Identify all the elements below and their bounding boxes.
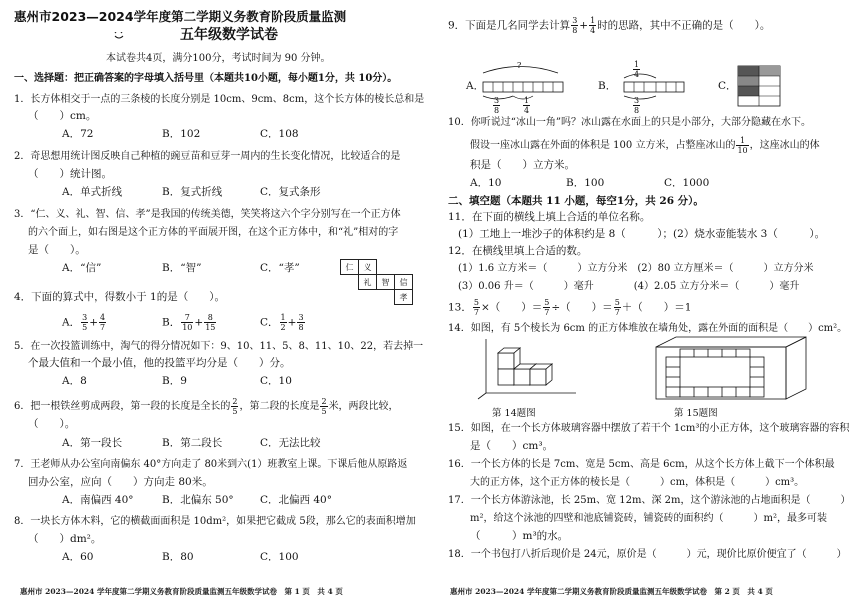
q1-option-a[interactable]: A．72 (62, 128, 94, 140)
option-label: A． (62, 316, 81, 329)
q5-text-2: 个最大值和一个最小值，他的投篮平均分是（ ）分。 (28, 357, 291, 369)
q10-text-1: 10．你听说过“冰山一角”吗？冰山露在水面上的只是小部分，大部分隐藏在水下。 (448, 117, 811, 128)
q2-text-1: 2．奇思想用统计图反映自己种植的豌豆苗和豆芽一周内的生长变化情况，比较适合的是 (14, 151, 401, 162)
page-footer: 惠州市 2023—2024 学年度第二学期义务教育阶段质量监测五年级数学试卷 第 1 页 共 4 页 (20, 587, 343, 596)
q3-text-1: 3．“仁、义、礼、智、信、孝”是我国的传统美德，笑笑将这六个字分别写在一个正方体 (14, 209, 401, 220)
net-face: 信 (395, 275, 413, 290)
section-2-heading: 二、填空题（本题共 11 小题，每空1分，共 26 分）。 (448, 195, 704, 207)
q12-text-1: 12．在横线里填上合适的数。 (448, 245, 588, 257)
q14-text: 14．如图，有 5个棱长为 6cm 的正方体堆放在墙角处，露在外面的面积是（ ）cm²。 (448, 323, 848, 334)
fraction: $\frac{1}{2}$ (280, 313, 286, 332)
q9-diagram-c (736, 64, 784, 112)
fraction: $\frac{7}{10}$ (182, 313, 193, 332)
q18-text-1: 18．一个书包打八折后现价是 24元，原价是（ ）元，现价比原价便宜了（ ） (448, 549, 847, 560)
q7-option-c[interactable]: C．北偏西 40° (260, 494, 332, 506)
q10-text-3: 积是（ ）立方米。 (470, 159, 575, 171)
q3-option-c[interactable]: C．“孝” (260, 262, 300, 274)
q7-option-a[interactable]: A．南偏西 40° (62, 494, 134, 506)
q1-text-2: （ ）cm。 (28, 110, 97, 122)
q9-label-a1 (492, 96, 501, 115)
q9-label-a2 (522, 96, 531, 115)
q6-option-c[interactable]: C．无法比较 (260, 437, 321, 449)
q14-cube-stack-figure (476, 337, 580, 401)
q15-text-1: 15．如图，在一个长方体玻璃容器中摆放了若干个 1cm³的小正方体，这个玻璃容器的容积 (448, 423, 850, 434)
q6-option-a[interactable]: A．第一段长 (62, 437, 123, 449)
q6-option-b[interactable]: B．第二段长 (162, 437, 223, 449)
q3-option-a[interactable]: A．“信” (62, 262, 102, 274)
q1-option-b[interactable]: B．102 (162, 128, 201, 140)
q17-text-3: （ ）m³的水。 (470, 530, 569, 542)
fraction: $\frac{2}{5}$ (232, 397, 238, 416)
q15-glass-container-figure (650, 335, 814, 403)
fraction: $\frac{3}{8}$ (494, 96, 500, 115)
fraction: $\frac{1}{4}$ (634, 60, 640, 79)
q8-option-b[interactable]: B．80 (162, 551, 194, 563)
q9-label-b2 (632, 96, 641, 115)
net-face: 智 (377, 275, 395, 290)
q5-text-1: 5．在一次投篮训练中，淘气的得分情况如下：9、10、11、5、8、11、10、22，若去掉一 (14, 341, 424, 352)
section-1-heading: 一、选择题：把正确答案的字母填入括号里（本题共10小题，每小题1分，共 10分）。 (14, 73, 398, 84)
q11-text-2: (1）工地上一堆沙子的体积约是 8（ ）；(2）烧水壶能装水 3（ ）。 (458, 228, 826, 240)
q9-text: 9．下面是几名同学去计算 $\frac{3}{8}$ + $\frac{1}{4}$ 时的思路，其中不正确的是（ ）。 (448, 16, 771, 35)
q16-text-1: 16．一个长方体的长是 7cm、宽是 5cm、高是 6cm，从这个长方体上截下一个体积最 (448, 459, 835, 470)
net-face: 义 (359, 260, 377, 275)
figure-15-caption: 第 15题图 (674, 408, 718, 419)
q11-text-1: 11．在下面的横线上填上合适的单位名称。 (448, 211, 651, 223)
exam-info: 本试卷共4页，满分100分，考试时间为 90 分钟。 (106, 53, 331, 64)
q17-text-1: 17．一个长方体游泳池，长 25m、宽 12m、深 2m，这个游泳池的占地面积是（ ） (448, 495, 851, 506)
q13-equation: 13． $\frac{5}{7}$ ×（ ）＝ $\frac{5}{7}$ ÷（ ）＝ $\frac{5}{7}$ ＋（ ）＝1 (448, 298, 692, 317)
q9-label-b1 (632, 60, 641, 79)
exam-title: 惠州市2023—2024学年度第二学期义务教育阶段质量监测 (14, 9, 347, 24)
fraction: $\frac{3}{8}$ (572, 16, 578, 35)
q9-option-c[interactable]: C． (718, 80, 737, 92)
q12-text-2: (1）1.6 立方米＝（ ）立方分米 (2）80 立方厘米＝（ ）立方分米 (458, 263, 814, 274)
q8-text-2: （ ）dm²。 (28, 533, 102, 545)
q16-text-2: 大的正方体，这个正方体的棱长是（ ）cm，体积是（ ）cm³。 (470, 477, 805, 488)
fraction: $\frac{3}{8}$ (634, 96, 640, 115)
page-footer: 惠州市 2023—2024 学年度第二学期义务教育阶段质量监测五年级数学试卷 第 2 页 共 4 页 (450, 587, 773, 596)
q7-text-2: 回办公室，应向（ ）方向走 80米。 (28, 476, 213, 488)
fraction: $\frac{5}{7}$ (544, 298, 550, 317)
cube-net-figure (340, 259, 413, 305)
fraction: $\frac{5}{7}$ (473, 298, 479, 317)
fraction: $\frac{1}{4}$ (590, 16, 596, 35)
q8-text-1: 8．一块长方体木料，它的横截面面积是 10dm²，如果把它截成 5段，那么它的表面积增加 (14, 516, 416, 527)
q3-text-2: 的六个面上，如右图是这个正方体的平面展开图，在这个正方体中，和“礼”相对的字 (28, 227, 399, 238)
q3-option-b[interactable]: B．“智” (162, 262, 202, 274)
q10-option-b[interactable]: B．100 (566, 177, 605, 189)
q10-text-2: 假设一座冰山露在外面的体积是 100 立方米，占整座冰山的 $\frac{1}{10}$ ，这座冰山的体 (470, 136, 820, 155)
figure-14-caption: 第 14题图 (492, 408, 536, 419)
fraction: $\frac{1}{10}$ (737, 136, 748, 155)
fraction: $\frac{8}{15}$ (205, 313, 216, 332)
q9-diagram-b (612, 58, 692, 110)
q2-option-c[interactable]: C．复式条形 (260, 186, 321, 198)
q2-option-a[interactable]: A．单式折线 (62, 186, 123, 198)
fraction: $\frac{2}{5}$ (321, 397, 327, 416)
q3-text-3: 是（ ）。 (28, 244, 86, 256)
option-label: B． (162, 316, 181, 329)
net-face: 礼 (359, 275, 377, 290)
net-face: 孝 (395, 290, 413, 305)
q6-text-1: 6．把一根铁丝剪成两段，第一段的长度是全长的 $\frac{2}{5}$ ，第二段的长度是 $\frac{2}{5}$ 米，两段比较， (14, 397, 399, 416)
q1-option-c[interactable]: C．108 (260, 128, 299, 140)
q4-option-b[interactable]: B． $\frac{7}{10}$ + $\frac{8}{15}$ (162, 313, 216, 332)
q4-option-a[interactable]: A． $\frac{3}{5}$ + $\frac{4}{7}$ (62, 313, 106, 332)
fraction: $\frac{5}{7}$ (614, 298, 620, 317)
net-face: 仁 (341, 260, 359, 275)
q9-option-a[interactable]: A． (466, 80, 485, 92)
q10-option-c[interactable]: C．1000 (664, 177, 710, 189)
exam-subtitle: 五年级数学试卷 (180, 27, 278, 43)
q12-text-3: (3）0.06 升＝（ ）毫升 (4）2.05 立方分米＝（ ）毫升 (458, 281, 800, 292)
q5-option-c[interactable]: C．10 (260, 375, 292, 387)
q2-text-2: （ ）统计图。 (28, 168, 112, 180)
q7-text-1: 7．王老师从办公室向南偏东 40°方向走了 80米到六(1）班教室上课。下课后他从原路返 (14, 459, 408, 470)
q17-text-2: m²，给这个泳池的四壁和池底铺瓷砖，铺瓷砖的面积约（ ）m²，最多可装 (470, 513, 827, 524)
q2-option-b[interactable]: B．复式折线 (162, 186, 223, 198)
q4-option-c[interactable]: C． $\frac{1}{2}$ + $\frac{3}{8}$ (260, 313, 304, 332)
q6-text-2: （ ）。 (28, 418, 76, 430)
fraction: $\frac{1}{4}$ (524, 96, 530, 115)
q1-text-1: 1．长方体相交于一点的三条棱的长度分别是 10cm、9cm、8cm，这个长方体的棱长总和是 (14, 94, 425, 105)
fraction: $\frac{3}{8}$ (298, 313, 304, 332)
q5-option-b[interactable]: B．9 (162, 375, 187, 387)
fraction: $\frac{4}{7}$ (100, 313, 106, 332)
right-page (436, 0, 860, 609)
q10-option-a[interactable]: A．10 (470, 177, 502, 189)
option-label: C． (260, 316, 279, 329)
q15-text-2: 是（ ）cm³。 (470, 440, 554, 452)
q8-option-c[interactable]: C．100 (260, 551, 299, 563)
q5-option-a[interactable]: A．8 (62, 375, 87, 387)
q7-option-b[interactable]: B．北偏东 50° (162, 494, 234, 506)
q9-question-mark: ? (517, 61, 522, 70)
q4-text: 4．下面的算式中，得数小于 1的是（ ）。 (14, 291, 225, 303)
fraction: $\frac{3}{5}$ (82, 313, 88, 332)
q8-option-a[interactable]: A．60 (62, 551, 94, 563)
q9-option-b[interactable]: B． (598, 80, 617, 92)
smiley-icon (112, 28, 126, 42)
